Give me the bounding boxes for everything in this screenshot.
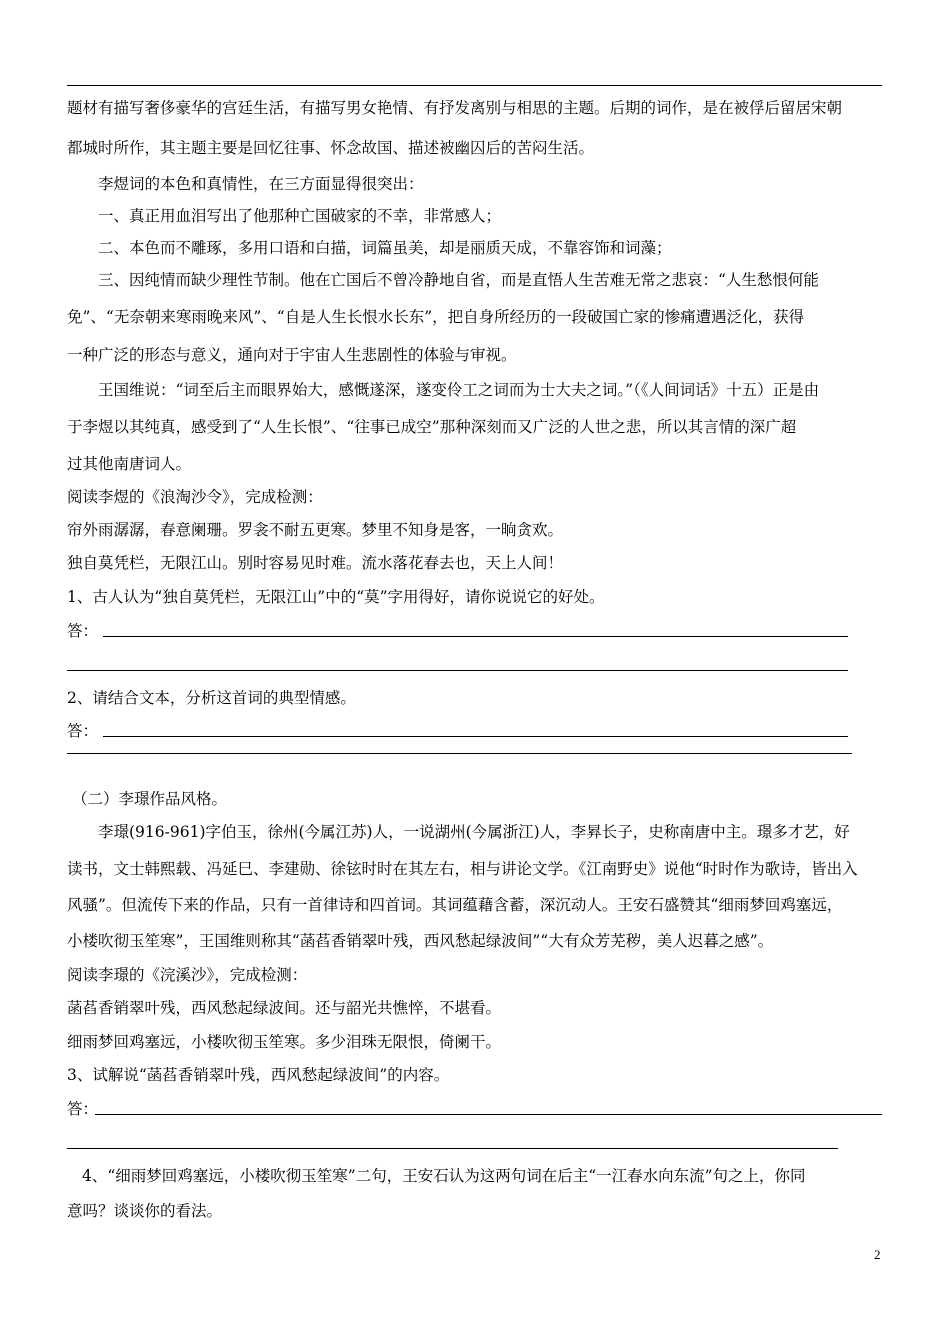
paragraph-line: 过其他南唐词人。 (67, 455, 192, 473)
poem-line: 独自莫凭栏，无限江山。别时容易见时难。流水落花春去也，天上人间！ (67, 554, 564, 572)
answer-line[interactable] (67, 1148, 838, 1149)
paragraph-line: 王国维说：“词至后主而眼界始大，感慨遂深，遂变伶工之词而为士大夫之词。”（《人间词话》十五）正是由 (98, 381, 820, 399)
paragraph-line: 三、因纯情而缺少理性节制。他在亡国后不曾冷静地自省，而是直悟人生苦难无常之悲哀：“人生愁恨何能 (98, 271, 819, 289)
paragraph-line: 于李煜以其纯真，感受到了“人生长恨”、“往事已成空”那种深刻而又广泛的人世之悲，所以其言情的深广超 (67, 418, 797, 436)
poem-intro: 阅读李煜的《浪淘沙令》，完成检测： (67, 488, 323, 506)
answer-line[interactable] (103, 736, 848, 737)
paragraph-line: 一种广泛的形态与意义，通向对于宇宙人生悲剧性的体验与审视。 (67, 346, 517, 364)
answer-label: 答： (67, 622, 99, 640)
paragraph-line: 一、真正用血泪写出了他那种亡国破家的不幸，非常感人； (98, 207, 502, 225)
poem-line: 细雨梦回鸡塞远，小楼吹彻玉笙寒。多少泪珠无限恨，倚阑干。 (67, 1033, 502, 1051)
answer-line[interactable] (67, 670, 848, 671)
question-2: 2、请结合文本，分析这首词的典型情感。 (67, 689, 356, 707)
poem-line: 帘外雨潺潺，春意阑珊。罗衾不耐五更寒。梦里不知身是客，一晌贪欢。 (67, 521, 564, 539)
paragraph-line: 李璟(916-961)字伯玉，徐州(今属江苏)人，一说湖州(今属浙江)人，李昪长子，史称南唐中主。璟多才艺，好 (98, 823, 850, 841)
answer-label: 答： (67, 1100, 99, 1118)
paragraph-line: 题材有描写奢侈豪华的宫廷生活，有描写男女艳情、有抒发离别与相思的主题。后期的词作，是在被俘后留居宋朝 (67, 99, 843, 117)
answer-line[interactable] (103, 636, 848, 637)
paragraph-line: 小楼吹彻玉笙寒”，王国维则称其“菡萏香销翠叶残，西风愁起绿波间”“大有众芳芜秽，美人迟暮之感”。 (67, 932, 774, 950)
poem-line: 菡萏香销翠叶残，西风愁起绿波间。还与韶光共憔悴，不堪看。 (67, 999, 502, 1017)
poem-intro: 阅读李璟的《浣溪沙》，完成检测： (67, 966, 308, 984)
paragraph-line: 免”、“无奈朝来寒雨晚来风”、“自是人生长恨水长东”，把自身所经历的一段破国亡家的惨痛遭遇泛化，获得 (67, 308, 805, 326)
paragraph-line: 都城时所作，其主题主要是回忆往事、怀念故国、描述被幽囚后的苦闷生活。 (67, 139, 595, 157)
question-1: 1、古人认为“独自莫凭栏，无限江山”中的“莫”字用得好，请你说说它的好处。 (67, 588, 605, 606)
paragraph-line: 风骚”。但流传下来的作品，只有一首律诗和四首词。其词蕴藉含蓄，深沉动人。王安石盛赞其“细雨梦回鸡塞远， (67, 896, 843, 914)
header-rule (67, 85, 882, 86)
question-3: 3、试解说“菡萏香销翠叶残，西风愁起绿波间”的内容。 (67, 1066, 450, 1084)
paragraph-line: 李煜词的本色和真情性，在三方面显得很突出： (98, 175, 424, 193)
question-4-cont: 意吗？谈谈你的看法。 (67, 1202, 223, 1220)
section-heading: （二）李璟作品风格。 (72, 790, 228, 808)
answer-line[interactable] (67, 753, 852, 754)
paragraph-line: 读书，文士韩熙载、冯延巳、李建勋、徐铉时时在其左右，相与讲论文学。《江南野史》说他“时时作为歌诗，皆出入 (67, 860, 858, 878)
paragraph-line: 二、本色而不雕琢，多用口语和白描，词篇虽美，却是丽质天成，不靠容饰和词藻； (98, 239, 672, 257)
answer-line[interactable] (95, 1114, 882, 1115)
answer-label: 答： (67, 722, 99, 740)
page-number: 2 (874, 1247, 881, 1262)
question-4: 4、“细雨梦回鸡塞远，小楼吹彻玉笙寒”二句，王安石认为这两句词在后主“一江春水向东流”句之上，你同 (82, 1167, 806, 1185)
